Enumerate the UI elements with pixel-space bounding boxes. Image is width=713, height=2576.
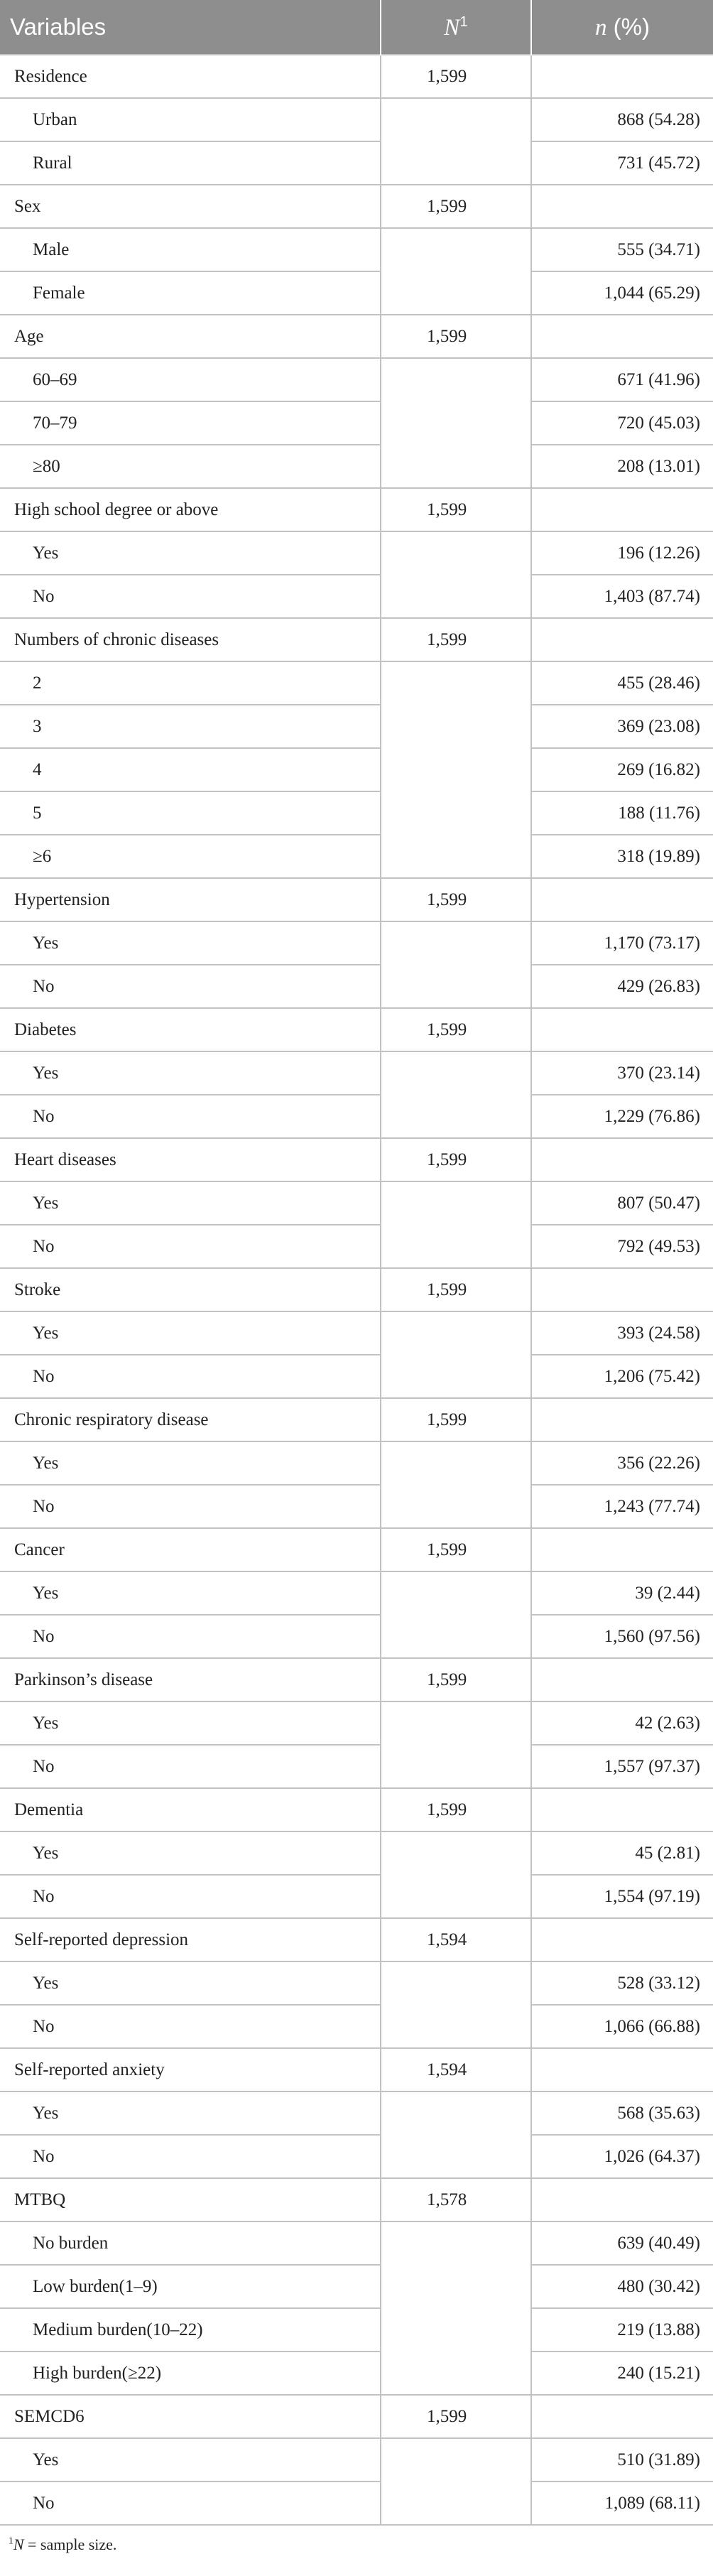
count-percent-cell: 1,066 (66.88) — [531, 2005, 713, 2048]
variable-row — [0, 1788, 713, 1831]
empty-value-cell — [531, 2395, 713, 2438]
footnote-text: = sample size. — [23, 2536, 117, 2553]
empty-value-cell — [531, 1528, 713, 1571]
sample-size-cell: 1,599 — [381, 1658, 531, 1701]
category-row — [0, 98, 713, 141]
category-row — [0, 1701, 713, 1745]
empty-value-cell — [531, 1398, 713, 1441]
count-percent-cell: 1,026 (64.37) — [531, 2135, 713, 2178]
count-percent-cell: 1,170 (73.17) — [531, 921, 713, 965]
count-percent-cell: 1,557 (97.37) — [531, 1745, 713, 1788]
category-row — [0, 358, 713, 401]
category-label: Yes — [0, 1961, 381, 2005]
category-label: No burden — [0, 2221, 381, 2265]
category-row — [0, 2482, 713, 2525]
merged-blank-cell — [381, 531, 531, 618]
category-row — [0, 2438, 713, 2482]
empty-value-cell — [531, 1138, 713, 1181]
percent-label: (%) — [606, 13, 650, 40]
sample-size-cell: 1,599 — [381, 185, 531, 228]
sample-size-cell: 1,599 — [381, 315, 531, 358]
category-label: Yes — [0, 2438, 381, 2482]
count-percent-cell: 720 (45.03) — [531, 401, 713, 445]
count-percent-cell: 370 (23.14) — [531, 1051, 713, 1095]
merged-blank-cell — [381, 1701, 531, 1788]
category-row — [0, 2352, 713, 2395]
sample-size-cell: 1,599 — [381, 2395, 531, 2438]
empty-value-cell — [531, 1008, 713, 1051]
variable-row — [0, 55, 713, 98]
category-row — [0, 965, 713, 1008]
category-row — [0, 1051, 713, 1095]
merged-blank-cell — [381, 1961, 531, 2048]
category-label: Rural — [0, 141, 381, 185]
category-label: Female — [0, 271, 381, 315]
count-percent-cell: 568 (35.63) — [531, 2091, 713, 2135]
n-symbol: N — [444, 14, 460, 40]
merged-blank-cell — [381, 2221, 531, 2395]
count-percent-cell: 1,229 (76.86) — [531, 1095, 713, 1138]
variable-label: MTBQ — [0, 2178, 381, 2221]
merged-blank-cell — [381, 1181, 531, 1268]
count-percent-cell: 807 (50.47) — [531, 1181, 713, 1225]
variables-column-header: Variables — [0, 0, 381, 55]
count-percent-cell: 1,403 (87.74) — [531, 575, 713, 618]
count-percent-cell: 39 (2.44) — [531, 1571, 713, 1615]
merged-blank-cell — [381, 1571, 531, 1658]
category-label: Yes — [0, 1571, 381, 1615]
count-percent-cell: 356 (22.26) — [531, 1441, 713, 1485]
variable-label: Self-reported anxiety — [0, 2048, 381, 2091]
category-label: No — [0, 1355, 381, 1398]
variable-label: Self-reported depression — [0, 1918, 381, 1961]
category-label: High burden(≥22) — [0, 2352, 381, 2395]
empty-value-cell — [531, 55, 713, 98]
category-label: Yes — [0, 1831, 381, 1875]
category-row — [0, 1311, 713, 1355]
category-row — [0, 2221, 713, 2265]
variable-row — [0, 2048, 713, 2091]
category-label: Yes — [0, 1181, 381, 1225]
sample-size-cell: 1,599 — [381, 1528, 531, 1571]
category-label: Medium burden(10–22) — [0, 2308, 381, 2352]
count-percent-cell: 639 (40.49) — [531, 2221, 713, 2265]
count-percent-cell: 1,089 (68.11) — [531, 2482, 713, 2525]
count-percent-cell: 1,554 (97.19) — [531, 1875, 713, 1918]
variable-row — [0, 1268, 713, 1311]
category-row — [0, 921, 713, 965]
category-label: ≥6 — [0, 835, 381, 878]
category-row — [0, 1485, 713, 1528]
category-row — [0, 531, 713, 575]
count-percent-cell: 208 (13.01) — [531, 445, 713, 488]
category-row — [0, 1441, 713, 1485]
variable-row — [0, 878, 713, 921]
category-label: No — [0, 1095, 381, 1138]
variable-row — [0, 2395, 713, 2438]
count-percent-cell: 731 (45.72) — [531, 141, 713, 185]
count-percent-cell: 393 (24.58) — [531, 1311, 713, 1355]
empty-value-cell — [531, 878, 713, 921]
variable-row — [0, 1918, 713, 1961]
table-header — [0, 0, 713, 55]
category-row — [0, 835, 713, 878]
count-percent-cell: 480 (30.42) — [531, 2265, 713, 2308]
category-row — [0, 2005, 713, 2048]
category-row — [0, 228, 713, 271]
category-label: Urban — [0, 98, 381, 141]
count-percent-cell: 1,560 (97.56) — [531, 1615, 713, 1658]
n-count-symbol: n — [595, 14, 607, 40]
count-percent-cell: 45 (2.81) — [531, 1831, 713, 1875]
category-label: No — [0, 1485, 381, 1528]
variable-row — [0, 315, 713, 358]
count-percent-cell: 1,206 (75.42) — [531, 1355, 713, 1398]
variable-label: SEMCD6 — [0, 2395, 381, 2438]
count-percent-cell: 369 (23.08) — [531, 705, 713, 748]
footnote-n-symbol: N — [13, 2536, 24, 2553]
category-row — [0, 141, 713, 185]
count-percent-cell: 792 (49.53) — [531, 1225, 713, 1268]
count-percent-cell: 528 (33.12) — [531, 1961, 713, 2005]
category-row — [0, 2091, 713, 2135]
category-label: No — [0, 965, 381, 1008]
merged-blank-cell — [381, 1441, 531, 1528]
count-percent-cell: 868 (54.28) — [531, 98, 713, 141]
sample-size-column-header — [381, 0, 531, 55]
sample-size-cell: 1,594 — [381, 1918, 531, 1961]
variable-row — [0, 1658, 713, 1701]
empty-value-cell — [531, 2178, 713, 2221]
merged-blank-cell — [381, 2091, 531, 2178]
category-label: 60–69 — [0, 358, 381, 401]
category-label: Low burden(1–9) — [0, 2265, 381, 2308]
count-percent-cell: 455 (28.46) — [531, 661, 713, 705]
category-label: No — [0, 2135, 381, 2178]
sample-size-cell: 1,599 — [381, 1788, 531, 1831]
variable-label: Heart diseases — [0, 1138, 381, 1181]
count-percent-cell: 269 (16.82) — [531, 748, 713, 791]
count-percent-cell: 1,044 (65.29) — [531, 271, 713, 315]
variable-label: Residence — [0, 55, 381, 98]
category-row — [0, 705, 713, 748]
category-label: 70–79 — [0, 401, 381, 445]
variable-row — [0, 185, 713, 228]
category-row — [0, 1831, 713, 1875]
variable-label: Diabetes — [0, 1008, 381, 1051]
category-label: No — [0, 1225, 381, 1268]
sample-size-cell: 1,599 — [381, 618, 531, 661]
category-row — [0, 575, 713, 618]
category-label: No — [0, 1615, 381, 1658]
merged-blank-cell — [381, 2438, 531, 2525]
variable-label: High school degree or above — [0, 488, 381, 531]
sample-size-cell: 1,599 — [381, 1398, 531, 1441]
category-row — [0, 2265, 713, 2308]
category-label: No — [0, 1875, 381, 1918]
category-row — [0, 1961, 713, 2005]
category-label: Yes — [0, 1441, 381, 1485]
category-row — [0, 1571, 713, 1615]
category-label: No — [0, 1745, 381, 1788]
empty-value-cell — [531, 1918, 713, 1961]
variable-label: Cancer — [0, 1528, 381, 1571]
variable-label: Hypertension — [0, 878, 381, 921]
category-label: ≥80 — [0, 445, 381, 488]
empty-value-cell — [531, 488, 713, 531]
category-row — [0, 791, 713, 835]
sample-size-cell: 1,599 — [381, 55, 531, 98]
count-percent-cell: 196 (12.26) — [531, 531, 713, 575]
category-row — [0, 1355, 713, 1398]
category-row — [0, 748, 713, 791]
category-label: No — [0, 2482, 381, 2525]
merged-blank-cell — [381, 1831, 531, 1918]
category-row — [0, 661, 713, 705]
category-row — [0, 2135, 713, 2178]
sample-size-cell: 1,594 — [381, 2048, 531, 2091]
variable-label: Numbers of chronic diseases — [0, 618, 381, 661]
category-row — [0, 1875, 713, 1918]
category-row — [0, 1095, 713, 1138]
merged-blank-cell — [381, 1311, 531, 1398]
merged-blank-cell — [381, 921, 531, 1008]
merged-blank-cell — [381, 98, 531, 185]
category-label: No — [0, 2005, 381, 2048]
sample-size-cell: 1,599 — [381, 878, 531, 921]
empty-value-cell — [531, 2048, 713, 2091]
category-row — [0, 1225, 713, 1268]
category-label: No — [0, 575, 381, 618]
empty-value-cell — [531, 185, 713, 228]
count-percent-cell: 555 (34.71) — [531, 228, 713, 271]
category-row — [0, 2308, 713, 2352]
variable-row — [0, 618, 713, 661]
sample-size-cell: 1,599 — [381, 1008, 531, 1051]
category-label: 5 — [0, 791, 381, 835]
table-footnote — [0, 2526, 713, 2554]
merged-blank-cell — [381, 228, 531, 315]
empty-value-cell — [531, 618, 713, 661]
header-row — [0, 0, 713, 55]
count-percent-cell: 429 (26.83) — [531, 965, 713, 1008]
merged-blank-cell — [381, 1051, 531, 1138]
table-body — [0, 55, 713, 2525]
category-label: 4 — [0, 748, 381, 791]
sample-size-cell: 1,578 — [381, 2178, 531, 2221]
count-percent-cell: 510 (31.89) — [531, 2438, 713, 2482]
variable-label: Parkinson’s disease — [0, 1658, 381, 1701]
variable-label: Age — [0, 315, 381, 358]
category-label: 3 — [0, 705, 381, 748]
category-row — [0, 271, 713, 315]
sample-size-cell: 1,599 — [381, 1268, 531, 1311]
category-label: Yes — [0, 2091, 381, 2135]
category-label: Male — [0, 228, 381, 271]
count-percent-cell: 671 (41.96) — [531, 358, 713, 401]
empty-value-cell — [531, 1658, 713, 1701]
count-percent-cell: 219 (13.88) — [531, 2308, 713, 2352]
category-row — [0, 445, 713, 488]
category-label: Yes — [0, 1701, 381, 1745]
variable-row — [0, 488, 713, 531]
sample-size-cell: 1,599 — [381, 488, 531, 531]
variable-label: Stroke — [0, 1268, 381, 1311]
category-row — [0, 1745, 713, 1788]
category-label: 2 — [0, 661, 381, 705]
count-percent-cell: 188 (11.76) — [531, 791, 713, 835]
merged-blank-cell — [381, 358, 531, 488]
category-row — [0, 401, 713, 445]
empty-value-cell — [531, 1788, 713, 1831]
percent-column-header — [531, 0, 713, 55]
variable-label: Sex — [0, 185, 381, 228]
count-percent-cell: 318 (19.89) — [531, 835, 713, 878]
footnote-marker: 1 — [9, 2535, 13, 2546]
category-row — [0, 1181, 713, 1225]
category-label: Yes — [0, 531, 381, 575]
merged-blank-cell — [381, 661, 531, 878]
count-percent-cell: 42 (2.63) — [531, 1701, 713, 1745]
variable-row — [0, 1398, 713, 1441]
empty-value-cell — [531, 315, 713, 358]
variable-row — [0, 1008, 713, 1051]
variable-row — [0, 1528, 713, 1571]
footnote-marker: 1 — [459, 13, 468, 30]
category-label: Yes — [0, 1311, 381, 1355]
variable-label: Dementia — [0, 1788, 381, 1831]
variable-row — [0, 1138, 713, 1181]
empty-value-cell — [531, 1268, 713, 1311]
count-percent-cell: 1,243 (77.74) — [531, 1485, 713, 1528]
variable-row — [0, 2178, 713, 2221]
category-label: Yes — [0, 921, 381, 965]
sample-size-cell: 1,599 — [381, 1138, 531, 1181]
count-percent-cell: 240 (15.21) — [531, 2352, 713, 2395]
category-row — [0, 1615, 713, 1658]
variable-label: Chronic respiratory disease — [0, 1398, 381, 1441]
category-label: Yes — [0, 1051, 381, 1095]
